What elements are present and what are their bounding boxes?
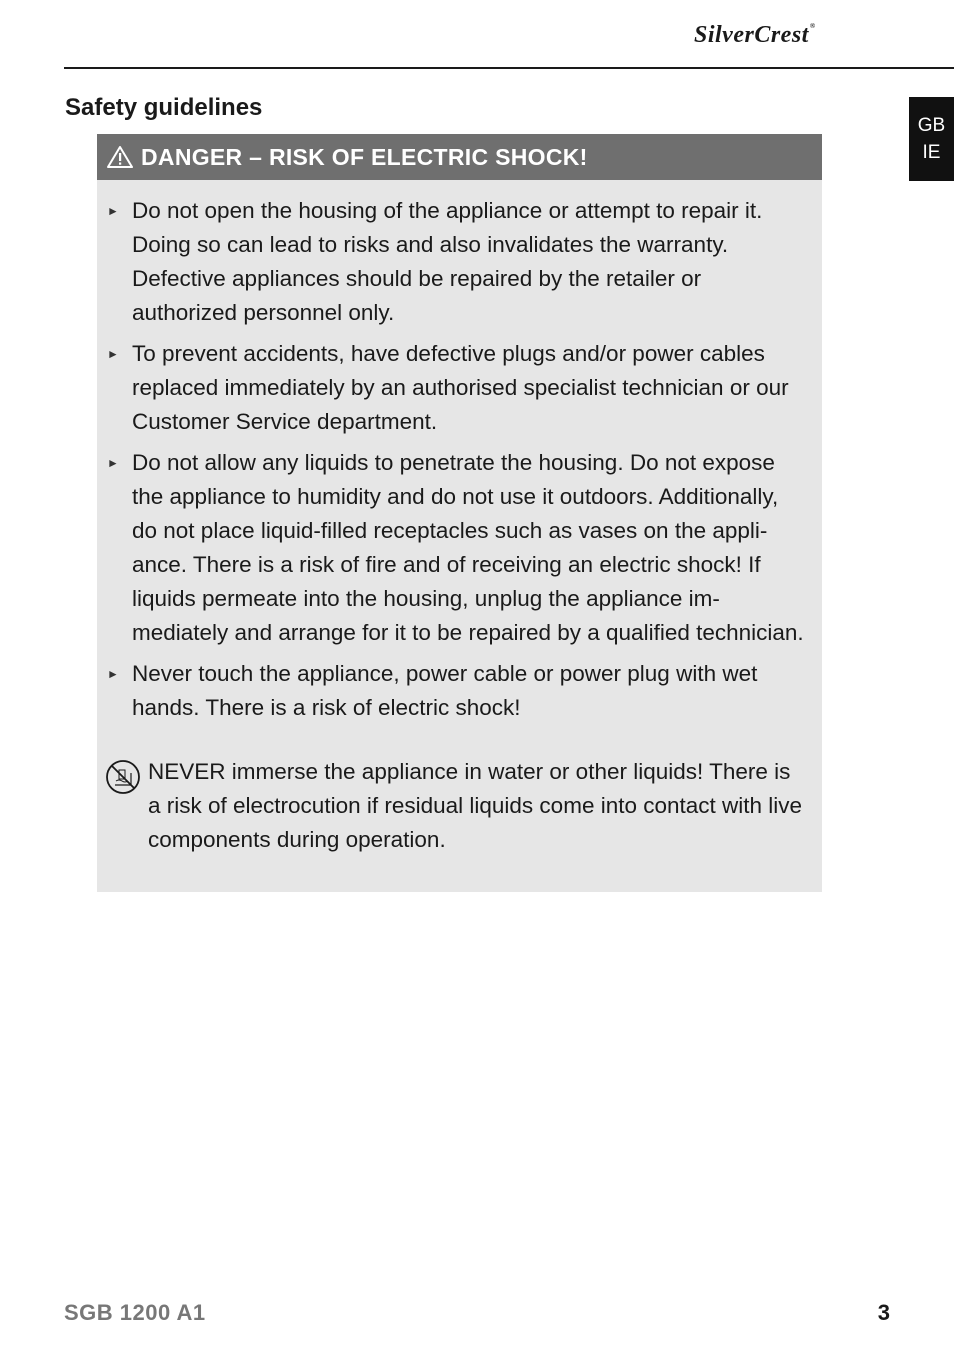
registered-mark: ® <box>809 22 816 30</box>
list-item <box>97 194 822 330</box>
header-divider <box>64 67 954 69</box>
page-number: 3 <box>877 1300 890 1325</box>
danger-title: DANGER – RISK OF ELECTRIC SHOCK! <box>141 143 588 170</box>
no-immersion-icon <box>105 759 141 795</box>
bullet-arrow-icon: ► <box>107 204 119 218</box>
lang-code-ie: IE <box>922 142 941 163</box>
danger-header <box>97 134 822 180</box>
list-item-text: Do not allow any liquids to penetrate the housing. Do not expose the appliance to humidity and do not use it outdoors. Additionally, do not place liquid-filled receptacles such as vases on the appli-ance. There is a risk of fire and of receiving an electric shock! If liquids permeate into the housing, unplug the appliance im-mediately and arrange for it to be repaired by a qualified technician. <box>132 450 804 645</box>
language-tab <box>909 97 954 181</box>
warning-triangle-icon <box>107 145 133 169</box>
danger-panel <box>97 134 822 892</box>
bullet-arrow-icon: ► <box>107 347 119 361</box>
list-item <box>97 446 822 650</box>
list-item-text: Do not open the housing of the appliance or attempt to repair it. Doing so can lead to risks and also invalidates the warranty. Defective appliances should be repaired by the retailer or authorized personnel only. <box>132 198 763 325</box>
note-text: NEVER immerse the appliance in water or other liquids! There is a risk of electrocution if residual liquids come into contact with live components during operation. <box>148 759 803 852</box>
footer-model-number: SGB 1200 A1 <box>64 1300 206 1325</box>
brand-logo <box>694 22 816 49</box>
list-item <box>97 657 822 725</box>
list-item <box>97 337 822 439</box>
list-item-text: To prevent accidents, have defective plugs and/or power cables replaced immediately by an authorised specialist technician or our Customer Service department. <box>132 341 789 434</box>
section-title: Safety guidelines <box>65 94 263 121</box>
bullet-arrow-icon: ► <box>107 667 119 681</box>
safety-bullet-list <box>97 180 822 725</box>
lang-code-gb: GB <box>917 115 946 136</box>
list-item-text: Never touch the appliance, power cable or power plug with wet hands. There is a risk of electric shock! <box>132 661 758 720</box>
brand-name: SilverCrest <box>694 22 809 48</box>
bullet-arrow-icon: ► <box>107 456 119 470</box>
immersion-warning-note <box>97 755 822 857</box>
